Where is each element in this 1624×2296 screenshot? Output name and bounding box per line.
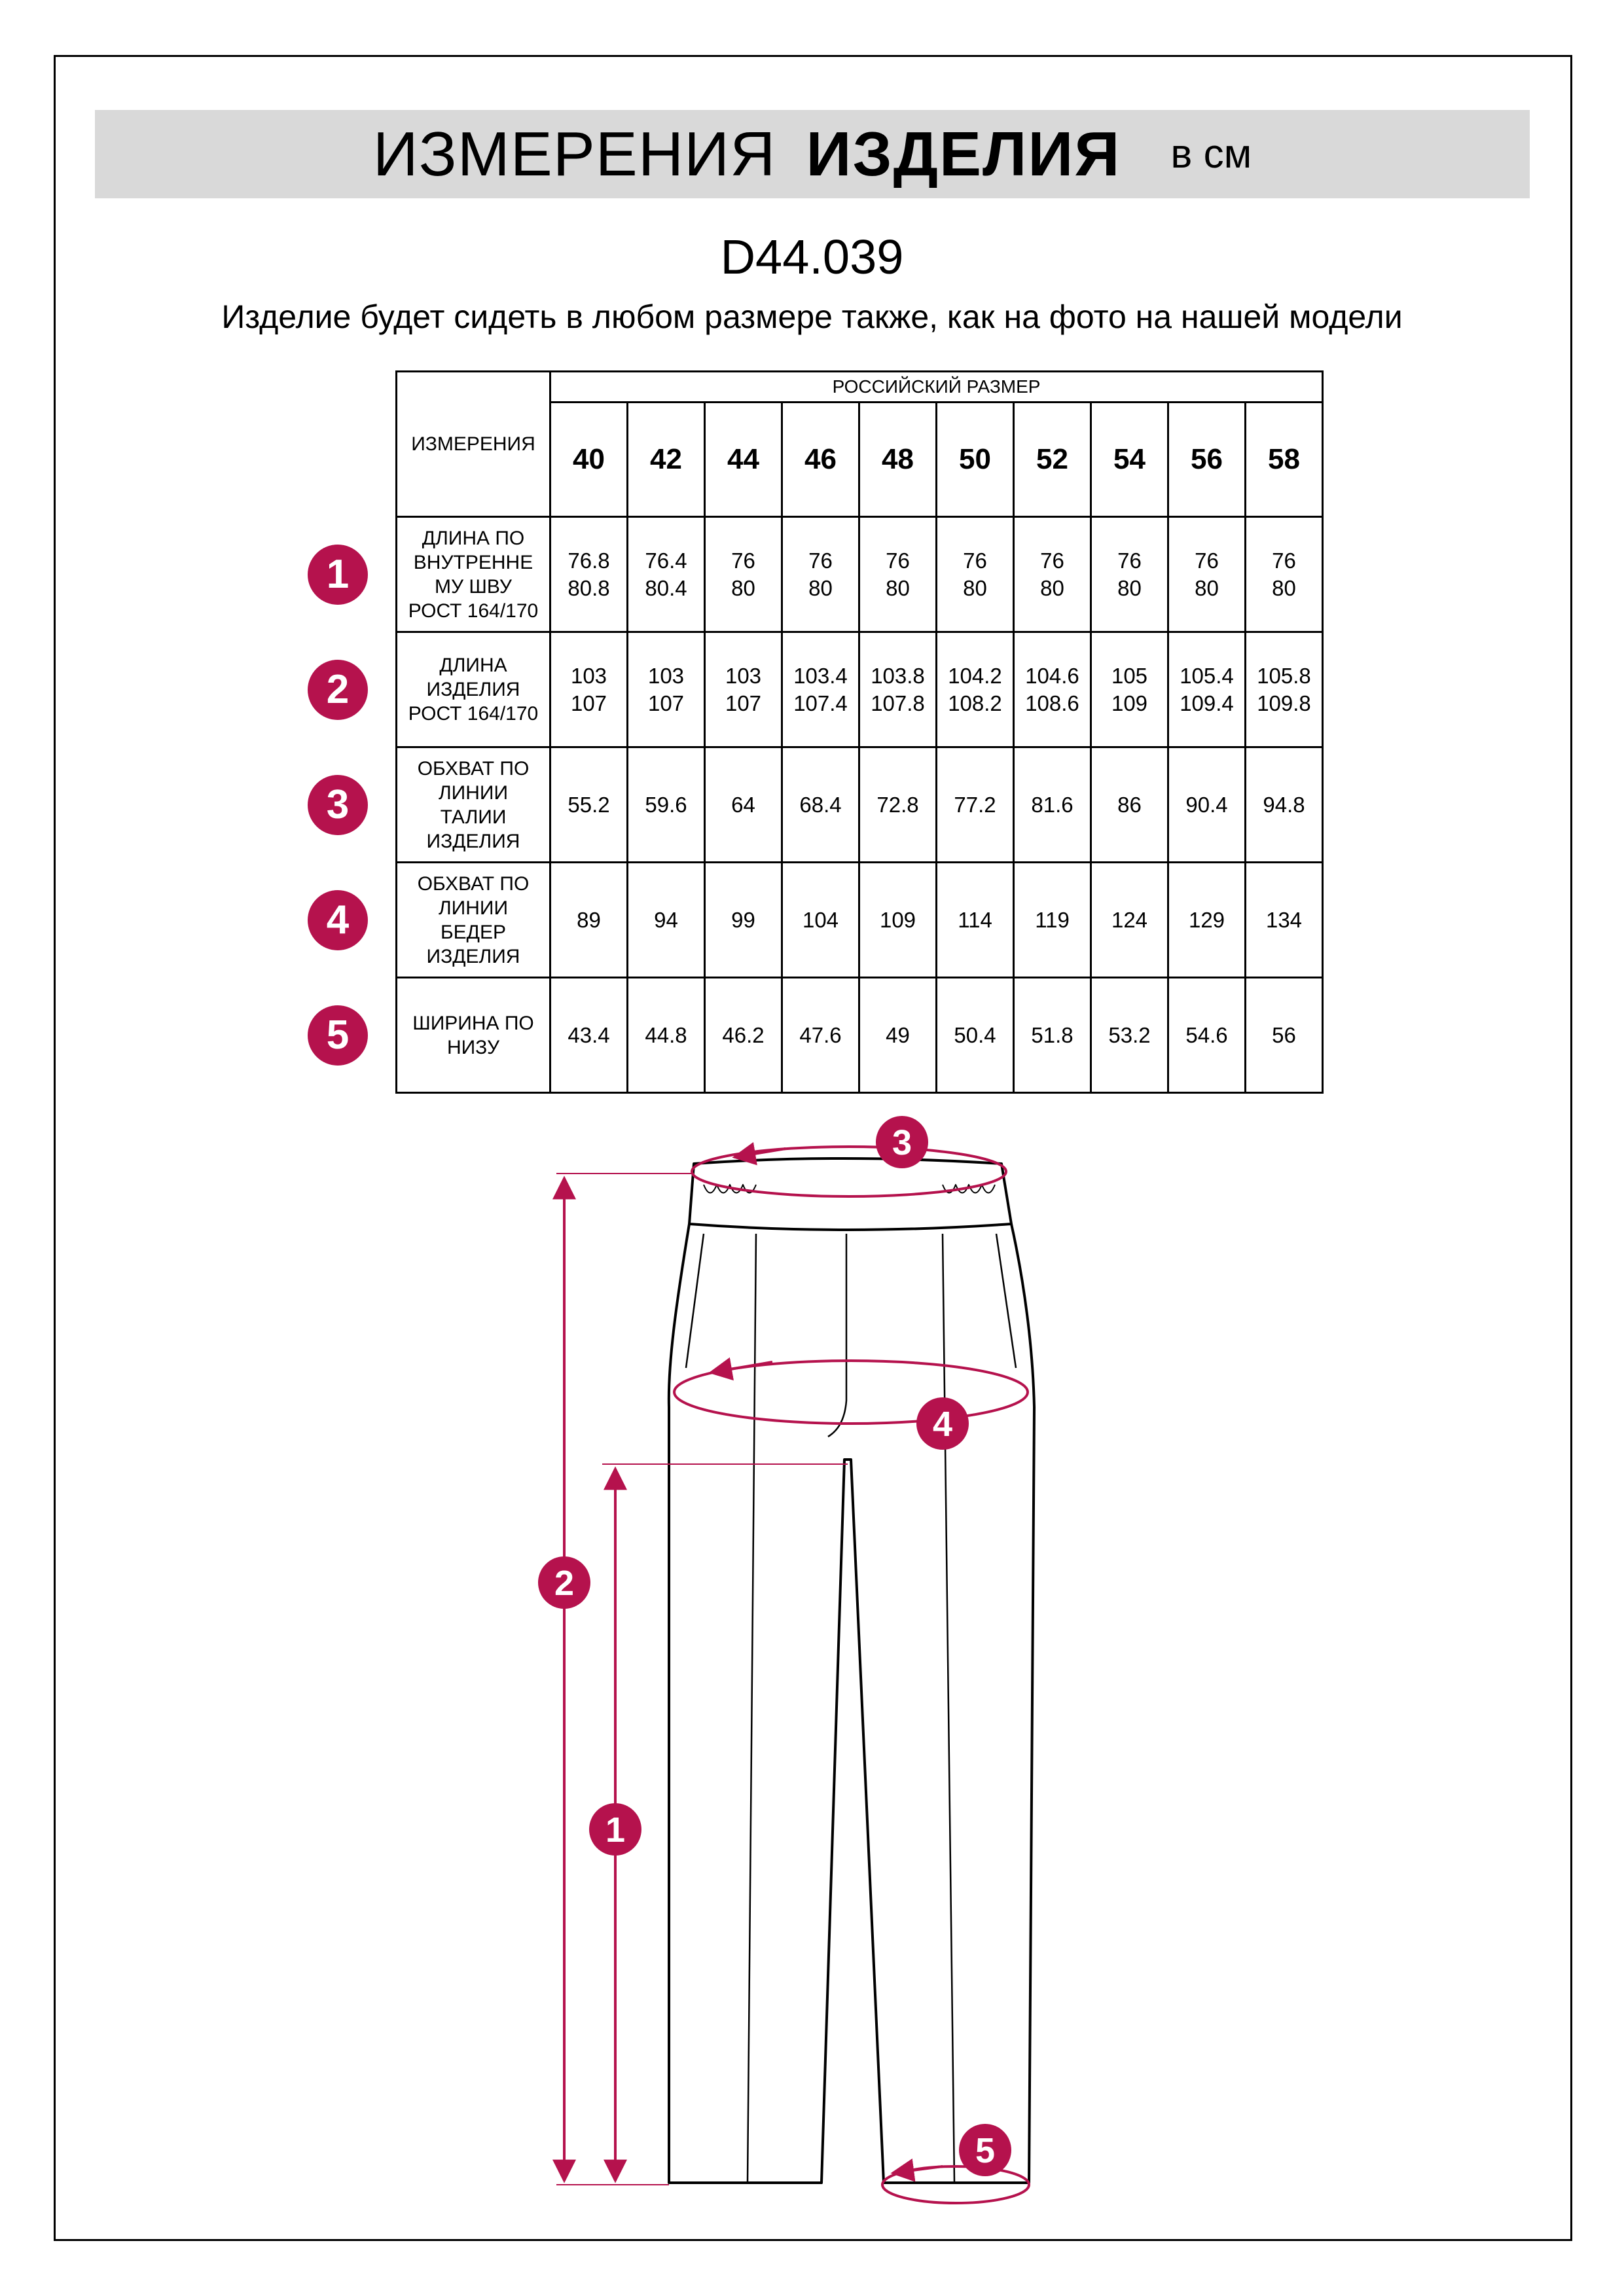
value-line: 124 xyxy=(1111,907,1148,932)
size-header: 40 xyxy=(550,403,628,517)
diagram-marker-4 xyxy=(916,1397,969,1450)
value-line: 76 xyxy=(808,548,833,573)
size-header: 58 xyxy=(1246,403,1323,517)
value-line: 107.4 xyxy=(793,691,848,715)
measurement-label-line: ИЗДЕЛИЯ xyxy=(426,679,520,700)
value-line: 76 xyxy=(1117,548,1142,573)
value-line: 107 xyxy=(647,691,685,715)
value-line: 43.4 xyxy=(568,1022,610,1047)
value-line: 80 xyxy=(731,575,755,600)
diagram-marker-1 xyxy=(589,1803,641,1856)
value-line: 76 xyxy=(731,548,755,573)
value-line: 64 xyxy=(731,792,755,817)
measurement-label-line: ШИРИНА ПО xyxy=(412,1012,534,1034)
row-number-badge: 4 xyxy=(308,890,368,950)
value-line: 49 xyxy=(886,1022,910,1047)
value-line: 94.8 xyxy=(1263,792,1305,817)
row-number-badge: 1 xyxy=(308,545,368,605)
measurement-guides xyxy=(556,1147,1029,2203)
measurement-label-line: ТАЛИИ xyxy=(440,806,507,828)
value-line: 80.8 xyxy=(568,575,610,600)
value-line: 76 xyxy=(886,548,910,573)
row-number-badge: 2 xyxy=(308,660,368,720)
size-header: 46 xyxy=(782,403,859,517)
fit-note: Изделие будет сидеть в любом размере также, как на фото на нашей модели xyxy=(221,298,1403,335)
measurement-label-line: ОБХВАТ ПО xyxy=(417,872,530,895)
value-line: 105.4 xyxy=(1180,663,1234,688)
svg-text:5: 5 xyxy=(975,2131,996,2170)
value-line: 76 xyxy=(1040,548,1064,573)
value-line: 76 xyxy=(1195,548,1219,573)
value-line: 80 xyxy=(1272,575,1296,600)
value-line: 107.8 xyxy=(871,691,925,715)
value-line: 108.2 xyxy=(948,691,1002,715)
value-line: 80 xyxy=(1040,575,1064,600)
value-line: 103 xyxy=(725,663,762,688)
value-line: 105 xyxy=(1111,663,1148,688)
size-header: 48 xyxy=(859,403,937,517)
measurement-label-line: ИЗДЕЛИЯ xyxy=(426,830,520,852)
value-line: 72.8 xyxy=(876,792,919,817)
value-line: 103 xyxy=(570,663,607,688)
value-line: 47.6 xyxy=(799,1022,842,1047)
value-line: 94 xyxy=(654,907,678,932)
diagram-marker-2 xyxy=(538,1556,590,1609)
diagram-marker-3 xyxy=(876,1116,928,1168)
row-number-badge: 5 xyxy=(308,1005,368,1066)
value-line: 80 xyxy=(1195,575,1219,600)
measure-header: ИЗМЕРЕНИЯ xyxy=(397,372,550,517)
size-header: 54 xyxy=(1091,403,1168,517)
title-unit: в см xyxy=(1170,132,1252,177)
value-line: 76.8 xyxy=(568,548,610,573)
value-line: 76 xyxy=(1272,548,1296,573)
product-code: D44.039 xyxy=(720,230,904,284)
value-line: 103.8 xyxy=(871,663,925,688)
value-line: 108.6 xyxy=(1025,691,1079,715)
value-line: 80 xyxy=(1117,575,1142,600)
value-line: 54.6 xyxy=(1185,1022,1228,1047)
value-line: 86 xyxy=(1117,792,1142,817)
value-line: 56 xyxy=(1272,1022,1296,1047)
value-line: 107 xyxy=(725,691,762,715)
value-line: 44.8 xyxy=(645,1022,687,1047)
diagram-markers xyxy=(538,1116,1011,2176)
value-line: 77.2 xyxy=(954,792,996,817)
value-line: 55.2 xyxy=(568,792,610,817)
value-line: 109 xyxy=(879,907,916,932)
value-line: 103 xyxy=(647,663,685,688)
size-header: 50 xyxy=(937,403,1014,517)
measurement-label-line: ВНУТРЕННЕ xyxy=(413,551,533,573)
value-line: 80 xyxy=(808,575,833,600)
measurement-label-line: ЛИНИИ xyxy=(438,781,509,804)
trousers-outline xyxy=(669,1158,1034,2183)
value-line: 134 xyxy=(1265,907,1303,932)
measurement-label-line: ЛИНИИ xyxy=(438,897,509,919)
value-line: 46.2 xyxy=(722,1022,765,1047)
value-line: 103.4 xyxy=(793,663,848,688)
value-line: 109.4 xyxy=(1180,691,1234,715)
value-line: 80 xyxy=(963,575,987,600)
svg-text:1: 1 xyxy=(605,1810,626,1850)
title-normal: ИЗМЕРЕНИЯ xyxy=(372,118,776,189)
value-line: 80 xyxy=(886,575,910,600)
size-header: 52 xyxy=(1014,403,1091,517)
value-line: 76 xyxy=(963,548,987,573)
svg-text:2: 2 xyxy=(554,1564,575,1603)
value-line: 105.8 xyxy=(1257,663,1311,688)
value-line: 129 xyxy=(1188,907,1225,932)
measurement-label-line: НИЗУ xyxy=(446,1036,500,1058)
value-line: 104 xyxy=(802,907,839,932)
value-line: 59.6 xyxy=(645,792,687,817)
value-line: 104.6 xyxy=(1025,663,1079,688)
value-line: 68.4 xyxy=(799,792,842,817)
value-line: 119 xyxy=(1035,907,1070,932)
measurement-label-line: ОБХВАТ ПО xyxy=(417,757,530,780)
diagram-marker-5 xyxy=(959,2124,1011,2176)
row-number-badge: 3 xyxy=(308,775,368,835)
size-header: 42 xyxy=(628,403,705,517)
value-line: 114 xyxy=(958,907,992,932)
svg-text:3: 3 xyxy=(892,1123,912,1162)
value-line: 99 xyxy=(731,907,755,932)
size-header: 56 xyxy=(1168,403,1246,517)
value-line: 51.8 xyxy=(1031,1022,1074,1047)
value-line: 107 xyxy=(570,691,607,715)
value-line: 80.4 xyxy=(645,575,687,600)
measurement-label-line: ДЛИНА ПО xyxy=(422,527,525,549)
measurement-label-line: РОСТ 164/170 xyxy=(408,600,539,622)
value-line: 76.4 xyxy=(645,548,687,573)
value-line: 53.2 xyxy=(1108,1022,1151,1047)
size-header: 44 xyxy=(705,403,782,517)
value-line: 109 xyxy=(1111,691,1148,715)
measurement-label-line: ИЗДЕЛИЯ xyxy=(426,945,520,967)
value-line: 50.4 xyxy=(954,1022,996,1047)
measurement-label-line: БЕДЕР xyxy=(440,921,507,943)
size-group-header: РОССИЙСКИЙ РАЗМЕР xyxy=(550,372,1323,403)
value-line: 89 xyxy=(577,907,601,932)
value-line: 90.4 xyxy=(1185,792,1228,817)
title-bold: ИЗДЕЛИЯ xyxy=(806,118,1121,189)
measurement-label-line: ДЛИНА xyxy=(439,655,507,676)
value-line: 109.8 xyxy=(1257,691,1311,715)
measurement-label-line: РОСТ 164/170 xyxy=(408,703,539,725)
value-line: 104.2 xyxy=(948,663,1002,688)
measurement-label-line: МУ ШВУ xyxy=(435,575,512,598)
value-line: 81.6 xyxy=(1031,792,1074,817)
svg-text:4: 4 xyxy=(932,1405,953,1444)
